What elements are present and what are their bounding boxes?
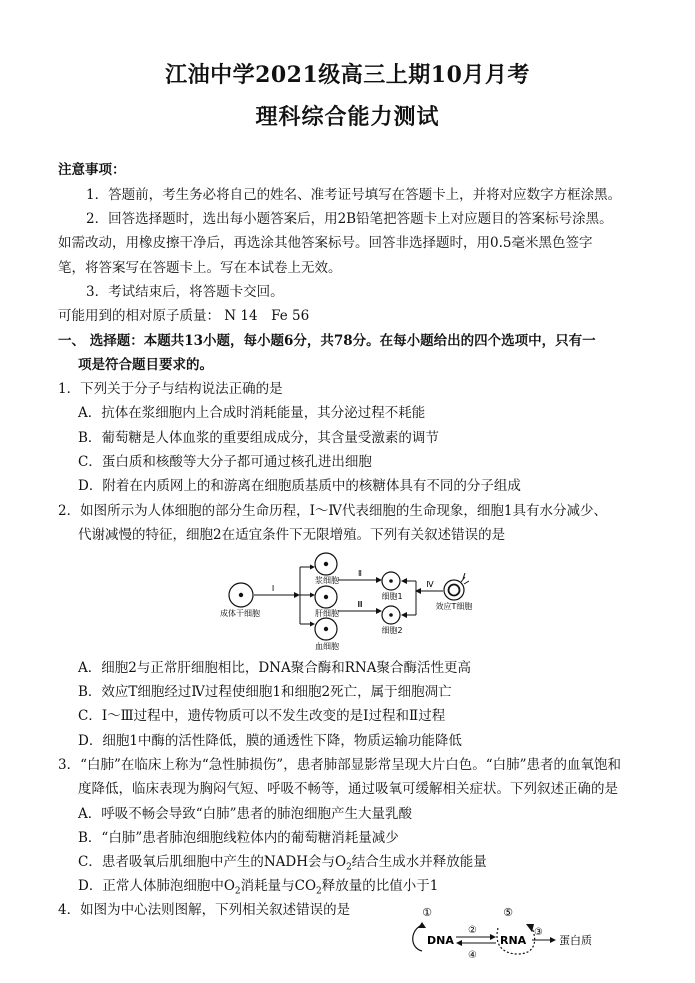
q2-option-d: D．细胞1中酶的活性降低，膜的通透性下降，物质运输功能降低	[78, 733, 462, 749]
notice-heading: 注意事项：	[58, 162, 126, 178]
cell-1-label: 细胞1	[381, 592, 403, 601]
q4-stem: 4．如图为中心法则图解，下列相关叙述错误的是	[58, 902, 351, 918]
q3-stem: 3．“白肺”在临床上称为“急性肺损伤”，患者肺部显影常呈现大片白色。“白肺”患者的血氧饱和	[58, 757, 621, 773]
section-heading-cont: 项是符合题目要求的。	[78, 357, 213, 373]
label-5: ⑤	[503, 906, 513, 919]
label-2: ②	[468, 925, 477, 936]
q1-option-a: A．抗体在浆细胞内上合成时消耗能量，其分泌过程不耗能	[78, 405, 426, 421]
q1-option-b: B．葡萄糖是人体血浆的重要组成成分，其含量受激素的调节	[78, 430, 439, 446]
arrow-i-head	[294, 592, 300, 598]
central-dogma-diagram	[408, 902, 608, 968]
rna-label: RNA	[500, 934, 527, 947]
arrow-iii-head	[376, 608, 382, 614]
dna-label: DNA	[427, 934, 454, 947]
t-bracket-head-top	[401, 578, 407, 584]
q3-option-c: C．患者吸氧后肌细胞中产生的NADH会与$O_2$结合生成水并释放能量	[78, 854, 487, 873]
t-cell-label: 效应T细胞	[435, 602, 473, 611]
branch-top-head	[310, 565, 315, 570]
cell-1-nucleus	[389, 579, 393, 583]
replication-loop	[413, 926, 422, 951]
q2-option-a: A．细胞2与正常肝细胞相比，DNA聚合酶和RNA聚合酶活性更高	[78, 660, 471, 676]
q1-stem: 1．下列关于分子与结构说法正确的是	[58, 381, 283, 397]
q3-option-d: D．正常人体肺泡细胞中$O_2$消耗量与$CO_2$释放量的比值小于1	[78, 878, 439, 897]
plasma-cell-nucleus	[324, 562, 328, 566]
t-bracket-head-bottom	[401, 612, 407, 618]
label-1: ①	[422, 906, 432, 919]
q2-stem-cont: 代谢减慢的特征，细胞2在适宜条件下无限增殖。下列有关叙述错误的是	[78, 527, 506, 543]
exam-title: 江油中学2021级高三上期10月月考	[165, 62, 530, 88]
cell-2-label: 细胞2	[381, 626, 403, 635]
branch-bottom-head	[310, 622, 315, 627]
branch-mid-head	[310, 593, 315, 598]
q1-option-d: D．附着在内质网上的和游离在细胞质基质中的核糖体具有不同的分子组成	[78, 478, 521, 494]
stem-cell-label: 成体干细胞	[220, 609, 260, 618]
liver-cell-label: 肝细胞	[315, 609, 339, 618]
q1-option-c: C．蛋白质和核酸等大分子都可通过核孔进出细胞	[78, 454, 372, 470]
roman-i: Ⅰ	[271, 584, 275, 593]
roman-iii: Ⅲ	[357, 600, 363, 609]
blood-cell-label: 血细胞	[315, 642, 339, 651]
notice-item-2-cont: 如需改动，用橡皮擦干净后，再选涂其他答案标号。回答非选择题时，用0.5毫米黑色签字	[58, 235, 593, 251]
arrow-ii-head	[376, 577, 382, 583]
liver-cell-nucleus	[324, 595, 328, 599]
q3-option-a: A．呼吸不畅会导致“白肺”患者的肺泡细胞产生大量乳酸	[78, 806, 413, 822]
stem-cell-nucleus	[239, 593, 243, 597]
q3-option-b: B．“白肺”患者肺泡细胞线粒体内的葡萄糖消耗量减少	[78, 830, 399, 846]
label-4: ④	[468, 950, 477, 961]
cell-2-nucleus	[389, 613, 393, 617]
q3-stem-cont: 度降低，临床表现为胸闷气短、呼吸不畅等，通过吸氧可缓解相关症状。下列叙述正确的是	[78, 781, 618, 797]
notice-item-2-cont2: 笔，将答案写在答题卡上。写在本试卷上无效。	[58, 260, 342, 276]
arrow-3-head	[550, 937, 556, 943]
arrow-4-head	[456, 940, 462, 946]
protein-label: 蛋白质	[559, 934, 592, 947]
t-cell-nucleus	[449, 585, 460, 596]
notice-item-2: 2．回答选择题时，选出每小题答案后，用2B铅笔把答题卡上对应题目的答案标号涂黑。	[86, 211, 613, 227]
atomic-mass-line: 可能用到的相对原子质量： N 14 Fe 56	[58, 308, 310, 324]
roman-iv: Ⅳ	[426, 580, 434, 589]
t-cell-spikes	[461, 573, 469, 584]
label-3: ③	[534, 927, 543, 938]
exam-subtitle: 理科综合能力测试	[255, 104, 440, 130]
cell-fate-diagram	[218, 545, 480, 657]
replication-head	[418, 922, 426, 928]
plasma-cell-label: 浆细胞	[315, 576, 339, 585]
roman-ii: Ⅱ	[358, 569, 362, 578]
q2-stem: 2．如图所示为人体细胞的部分生命历程，Ⅰ～Ⅳ代表细胞的生命现象，细胞1具有水分减少、	[58, 503, 607, 519]
notice-item-1: 1．答题前，考生务必将自己的姓名、准考证号填写在答题卡上，并将对应数字方框涂黑。	[86, 187, 622, 203]
section-heading: 一、 选择题：本题共13小题，每小题6分，共78分。在每小题给出的四个选项中，只有一	[58, 333, 596, 349]
t-cell-shape	[444, 580, 464, 600]
blood-cell-nucleus	[324, 627, 328, 631]
notice-item-3: 3．考试结束后，将答题卡交回。	[86, 284, 284, 300]
q2-option-b: B．效应T细胞经过Ⅳ过程使细胞1和细胞2死亡，属于细胞凋亡	[78, 684, 452, 700]
q2-option-c: C．Ⅰ～Ⅲ过程中，遗传物质可以不发生改变的是Ⅰ过程和Ⅱ过程	[78, 708, 446, 724]
arrow-2-head	[490, 934, 496, 940]
